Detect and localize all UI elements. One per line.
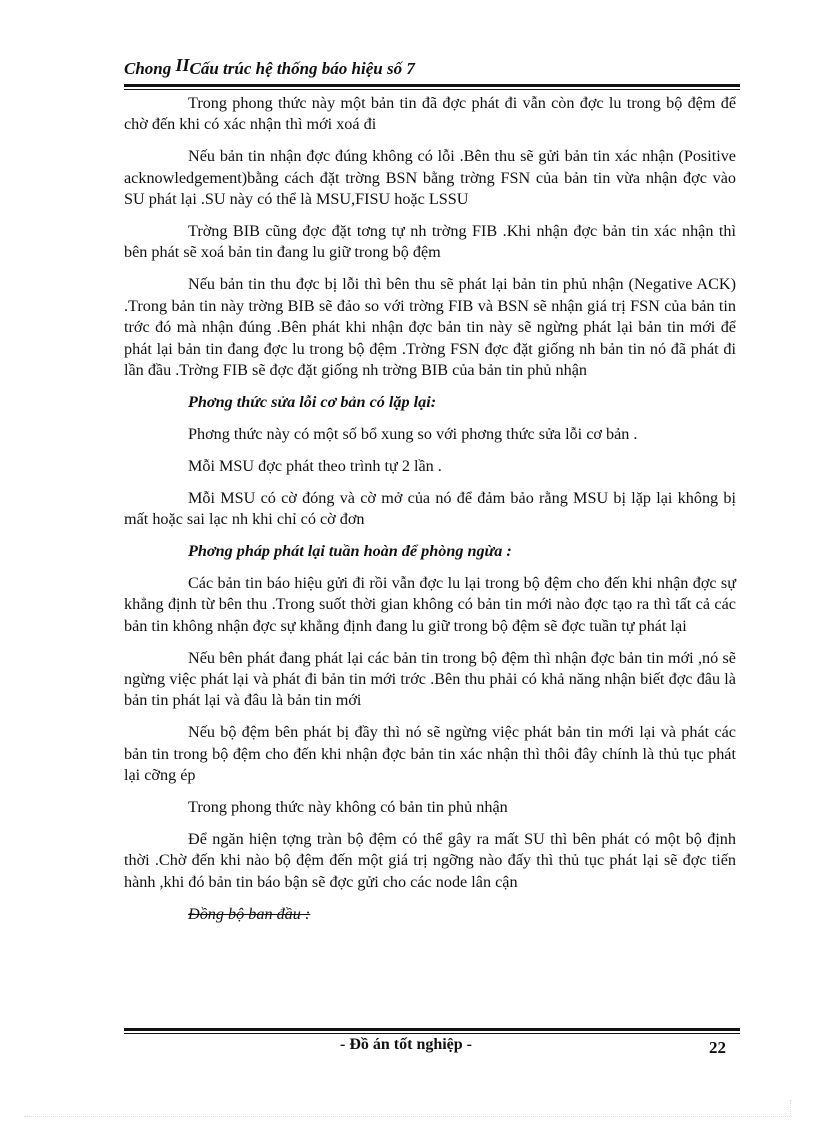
- document-body: [124, 93, 736, 936]
- paragraph: Trờng BIB cũng đợc đặt tơng tự nh trờng FIB .Khi nhận đợc bản tin xác nhận thì bên phát sẽ xoá bản tin đang lu giữ trong bộ đệm: [124, 222, 736, 262]
- header-title: Cấu trúc hệ thống báo hiệu số 7: [189, 59, 415, 78]
- footer-rule-thin: [124, 1033, 740, 1034]
- page-edge-border: [24, 1116, 792, 1117]
- paragraph: Mỗi MSU có cờ đóng và cờ mở của nó để đảm bảo rằng MSU bị lặp lại không bị mất hoặc sai lạc nh khi chỉ có cờ đơn: [124, 488, 736, 528]
- paragraph: Phơng thức này có một số bổ xung so với phơng thức sửa lỗi cơ bản .: [188, 424, 638, 443]
- section-heading: Phơng thức sửa lỗi cơ bản có lặp lại:: [188, 392, 437, 411]
- paragraph: Nếu bản tin nhận đợc đúng không có lỗi .Bên thu sẽ gửi bản tin xác nhận (Positive acknowledgement)bằng cách đặt trờng BSN bằng trờng FSN của bản tin vừa nhận đợc vào SU phát lại .SU này có thể là MSU,FISU hoặc LSSU: [124, 147, 736, 209]
- page-number: 22: [709, 1038, 726, 1057]
- paragraph: Nếu bộ đệm bên phát bị đầy thì nó sẽ ngừng việc phát bản tin mới lại và phát các bản tin trong bộ đệm cho đến khi nhận đợc bản tin xác nhận thì thôi đây chính là thủ tục phát lại cỡng ép: [124, 723, 736, 785]
- page-edge-border-vertical: [790, 1100, 791, 1116]
- paragraph: Các bản tin báo hiệu gửi đi rồi vẫn đợc lu lại trong bộ đệm cho đến khi nhận đợc sự khẳng định từ bên thu .Trong suốt thời gian không có bản tin mới nào đợc tạo ra thì tất cả các bản tin không nhận đợc sự khẳng định đang lu giữ trong bộ đệm sẽ đợc tuần tự phát lại: [124, 573, 736, 635]
- page-header: [124, 55, 740, 82]
- paragraph: Nếu bên phát đang phát lại các bản tin trong bộ đệm thì nhận đợc bản tin mới ,nó sẽ ngừng việc phát lại và phát đi bản tin mới trớc .Bên thu phải có khả năng nhận biết đợc đâu là bản tin phát lại và đâu là bản tin mới: [124, 648, 736, 710]
- paragraph: Mỗi MSU đợc phát theo trình tự 2 lần .: [188, 456, 442, 475]
- paragraph: Trong phong thức này không có bản tin phủ nhận: [188, 797, 508, 816]
- footer-rule-thick: [124, 1028, 740, 1031]
- header-rule-thin: [124, 89, 740, 90]
- header-prefix: Chong: [124, 59, 176, 78]
- paragraph: Trong phong thức này một bản tin đã đợc phát đi vẫn còn đợc lu trong bộ đệm để chờ đến khi có xác nhận thì mới xoá đi: [124, 94, 736, 134]
- paragraph: Nếu bản tin thu đợc bị lỗi thì bên thu sẽ phát lại bản tin phủ nhận (Negative ACK) .Trong bản tin này trờng BIB sẽ đảo so với trờng FIB và BSN sẽ nhận giá trị FSN của bản tin trớc đó mà nhận đúng .Bên phát khi nhận đợc bản tin này sẽ ngừng phát lại bản tin mới để phát lại bản tin đang đợc lu trong bộ đệm .Trờng FSN đợc đặt giống nh bản tin nó đã phát đi lần đầu .Trờng FIB sẽ đợc đặt giống nh trờng BIB của bản tin phủ nhận: [124, 275, 736, 379]
- header-rule-thick: [124, 84, 740, 87]
- paragraph: Để ngăn hiện tợng tràn bộ đệm có thể gây ra mất SU thì bên phát có một bộ định thời .Chờ đến khi nào bộ đệm đến một giá trị ngỡng nào đấy thì thủ tục phát lại sẽ đợc tiến hành ,khi đó bản tin báo bận sẽ đợc gửi cho các node lân cận: [124, 829, 736, 891]
- section-heading: Phơng pháp phát lại tuần hoàn để phòng ngừa :: [188, 541, 512, 560]
- struck-heading: Đồng bộ ban đầu :: [188, 904, 311, 923]
- header-chapter-number: II: [175, 55, 190, 75]
- footer-title: - Đồ án tốt nghiệp -: [340, 1036, 473, 1053]
